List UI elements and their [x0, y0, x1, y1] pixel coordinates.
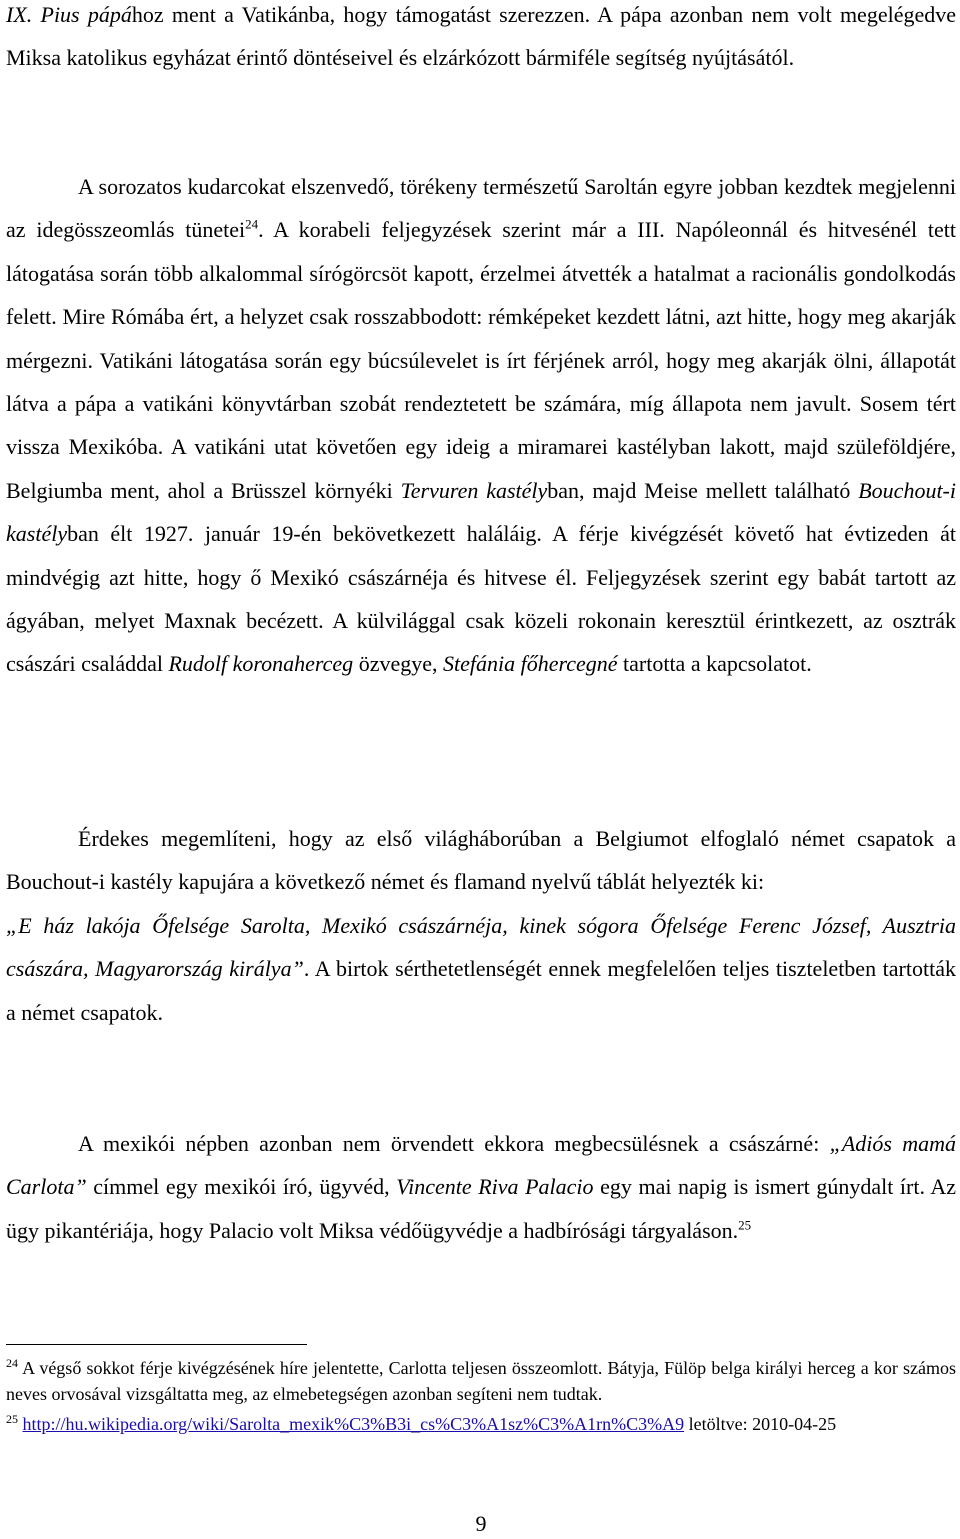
italic-pope-name: IX. Pius pápá	[6, 2, 132, 27]
paragraph-2-text-1: A sorozatos kudarcokat elszenvedő, törékeny természetű Saroltán egyre jobban kezdtek megjelenni az idegösszeomlás tünetei	[6, 174, 956, 243]
italic-stefania: Stefánia főhercegné	[442, 651, 618, 677]
footnote-25	[6, 1411, 956, 1437]
footnote-25-link[interactable]: http://hu.wikipedia.org/wiki/Sarolta_mexik%C3%B3i_cs%C3%A1sz%C3%A1rn%C3%A9	[22, 1414, 685, 1434]
paragraph-2-text-5: özvegye,	[353, 651, 443, 677]
paragraph-4-text-3: egy mai napig is ismert gúnydalt írt. Az ügy pikantériája, hogy Palacio volt Miksa védőügyvédje a hadbírósági tárgyaláson.	[6, 1174, 956, 1243]
italic-rudolf: Rudolf koronaherceg	[168, 651, 354, 677]
italic-bouchout: Bouchout-i kastély	[6, 477, 956, 547]
paragraph-3	[6, 817, 956, 1034]
footnote-ref-25[interactable]: 25	[738, 1217, 752, 1233]
page-number: 9	[475, 1511, 487, 1536]
paragraph-4-text-1: A mexikói népben azonban nem örvendett ekkora megbecsülésnek a császárné:	[78, 1131, 830, 1156]
paragraph-4	[6, 1122, 956, 1252]
paragraph-1	[6, 0, 956, 80]
footnote-24	[6, 1355, 956, 1407]
paragraph-2	[6, 165, 956, 686]
paragraph-2-text-2: . A korabeli feljegyzések szerint már a III. Napóleonnál és hitvesénél tett látogatása során több alkalommal sírógörcsöt kapott, érzelmei átvették a hatalmat a racionális gondolkodás felett. Mire Rómába ért, a helyzet csak rosszabbodott: rémképeket kezdett látni, azt hitte, hogy meg akarják mérgezni. Vatikáni látogatása során egy búcsúlevelet is írt férjének arról, hogy meg akarják ölni, állapotát látva a pápa a vatikáni könyvtárban szobát rendeztetett be számára, míg állapota nem javult. Sosem tért vissza Mexikóba. A vatikáni utat követően egy ideig a miramarei kastélyban lakott, majd szüleföldjére, Belgiumba ment, ahol a Brüsszel környéki	[6, 217, 957, 503]
paragraph-2-text-4: ban élt 1927. január 19-én bekövetkezett haláláig. A férje kivégzését követő hat évtizeden át mindvégig azt hitte, hogy ő Mexikó császárnéja és hitvese él. Feljegyzések szerint egy babát tartott az ágyában, melyet Maxnak becézett. A külvilággal csak közeli rokonain keresztül érintkezett, az osztrák császári családdal	[6, 521, 956, 677]
footnote-separator	[6, 1344, 307, 1345]
paragraph-2-text-3: ban, majd Meise mellett található	[547, 477, 859, 503]
italic-quote-plaque: „E ház lakója Őfelsége Sarolta, Mexikó császárnéja, kinek sógora Őfelsége Ferenc József, Ausztria császára, Magyarország királya”	[6, 912, 956, 982]
italic-tervuren: Tervuren kastély	[400, 477, 548, 503]
italic-author-name: Vincente Riva Palacio	[396, 1174, 594, 1200]
footnote-25-number: 25	[6, 1412, 18, 1426]
italic-song-title: „Adiós mamá Carlota”	[6, 1131, 957, 1200]
paragraph-3-text-1: Érdekes megemlíteni, hogy az első világháborúban a Belgiumot elfoglaló német csapatok a Bouchout-i kastély kapujára a következő német és flamand nyelvű táblát helyezték ki:	[6, 826, 956, 895]
paragraph-1-text: hoz ment a Vatikánba, hogy támogatást szerezzen. A pápa azonban nem volt megelégedve Miksa katolikus egyházat érintő döntéseivel és elzárkózott bármiféle segítség nyújtásától.	[6, 2, 956, 71]
footnote-24-number: 24	[6, 1356, 18, 1370]
footnote-25-date: letöltve: 2010-04-25	[684, 1414, 837, 1434]
footnote-24-text: A végső sokkot férje kivégzésének híre jelentette, Carlotta teljesen összeomlott. Bátyja, Fülöp belga királyi herceg a kor számos neves orvosával vizsgáltatta meg, az elmebetegségen azonban segíteni nem tudtak.	[6, 1358, 956, 1404]
footnote-ref-24[interactable]: 24	[245, 217, 259, 233]
paragraph-4-text-2: címmel egy mexikói író, ügyvéd,	[86, 1174, 397, 1200]
paragraph-2-text-6: tartotta a kapcsolatot.	[617, 651, 812, 677]
paragraph-3-text-2: . A birtok sérthetetlenségét ennek megfelelően teljes tiszteletben tartották a német csapatok.	[6, 956, 956, 1025]
